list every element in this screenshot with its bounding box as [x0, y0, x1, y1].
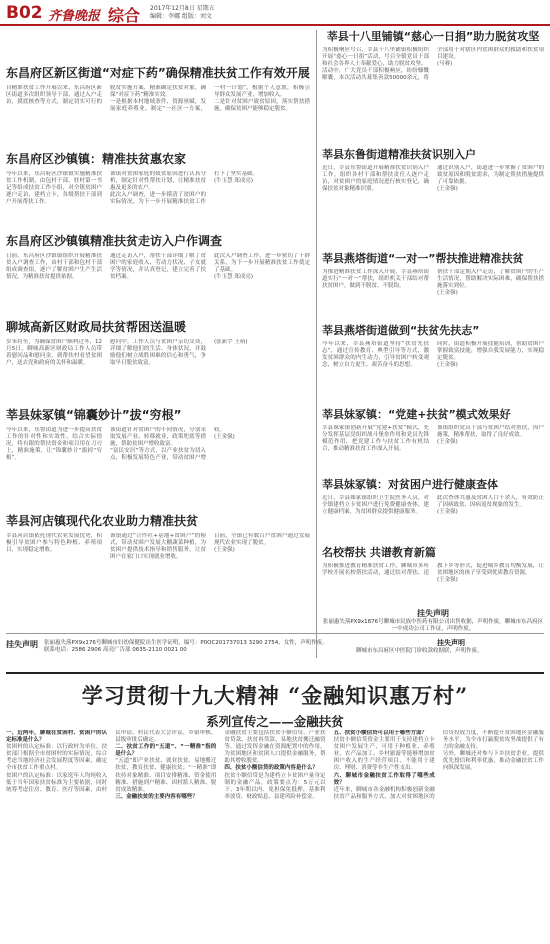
article-7: [322, 252, 544, 319]
special-body: 一、近两年，聊城在贫困村、贫困户的认定标准是什么？ 贫困村的认定标准：以行政村为单位，扶贫部门根据全市贫困村的实际情况，综合考虑当地经济社会发展程度等因素，确定全市扶贫工作重点村。 贫困户的认定标准：以家庭年人均纯收入低于当年国家扶贫标准为主要依据，同时统筹考虑住房、教育、医疗等因素，由村民申请、村民代表大会评议、乡镇审核、县级审批后确定。 二、扶贫工作的“五道”、“一精准”指的是什么？ “五道”即产业扶贫、就业扶贫、易地搬迁扶贫、教育扶贫、健康扶贫；“一精准”即扶持对象精准、项目安排精准、资金使用精准、措施到户精准、因村派人精准、脱贫成效精准。 三、金融扶贫的主要内容有哪些？ 金融扶贫主要包括扶贫小额信贷、产业扶贫贷款、扶贫再贷款、易地扶贫搬迁融资等，通过发挥金融在资源配置中的作用，为贫困地区和贫困人口提供金融服务，帮助其增收脱贫。 四、扶贫小额信贷的政策内容是什么？ 扶贫小额信贷是为建档立卡贫困户量身定制的金融产品，政策要点为：5万元以下、3年期以内、免担保免抵押、基准利率放贷、财政贴息、县建风险补偿金。 五、扶贫小额信贷可以用于哪些方面？ 扶贫小额信贷资金主要用于支持建档立卡贫困户发展生产，可用于种植业、养殖业、农产品加工、乡村旅游等能够增加贫困户收入的生产经营项目，不能用于建房、理财、消费等非生产性支出。 六、聊城市金融扶贫工作取得了哪些成效？ 近年来，聊城市各金融机构积极创新金融扶贫产品和服务方式，加大对贫困地区的信贷投放力度，不断提升贫困地区金融服务水平，为全市打赢脱贫攻坚战提供了有力的金融支持。 另外，聊城还对参与下乡扶贫企业，提供优先授信和利率优惠，推动金融扶贫工作向纵深发展。: [6, 730, 544, 800]
article-4-headline: 聊城高新区财政局扶贫帮困送温暖: [6, 320, 187, 334]
column-divider: [316, 30, 317, 658]
article-9-body: 莘县妹冢镇创新开展“党建+扶贫”模式，充分发挥基层党组织战斗堡垒作用和党员先锋模范作用，把党建工作与扶贫工作有机结合，推动精准扶贫工作深入开展。 该镇组织党员干部与贫困户结对帮扶，因户施策，精准帮扶，取得了良好成效。 (王金强): [322, 425, 544, 453]
article-2: [6, 152, 310, 225]
special-feature: [6, 680, 544, 730]
article-3: [6, 234, 310, 315]
article-1-headline: 东昌府区新区街道“对症下药”确保精准扶贫工作有效开展: [6, 66, 310, 80]
lost-notice-title: 挂失声明: [417, 609, 449, 618]
special-title: 学习贯彻十九大精神 “金融知识惠万村”: [81, 683, 469, 708]
article-7-body: 为推进精准扶贫工作深入开展，莘县燕塔街道实行“一对一”帮扶，组织机关干部结对帮扶贫困户，做到不脱贫、不脱钩。 帮扶干部定期入户走访，了解贫困户的生产生活情况，帮助解决实际困难，确保帮扶措施落实到位。 (王金强): [322, 269, 544, 297]
notice-strip: [6, 638, 544, 668]
lost-notice: [322, 608, 544, 633]
article-10: [322, 478, 544, 543]
article-8: [322, 324, 544, 397]
article-11: [6, 408, 310, 507]
article-4: [6, 320, 310, 403]
article-9-headline: 莘县妹冢镇：“党建+扶贫”模式效果好: [322, 408, 511, 421]
divider-top-notice: [6, 633, 544, 634]
article-6: [322, 148, 544, 237]
article-4-body: 岁末将至，为确保贫困户顺利过冬，12月5日，聊城高新区财政局工作人员带着慰问品和慰问金，到帮扶村看望贫困户，送去党和政府的关怀和温暖。 慰问中，工作人员与贫困户亲切交谈，详细了解他们的生活、身体状况，并鼓励他们树立战胜困难的信心和勇气，争取早日脱贫致富。 (张新宇 王萌): [6, 339, 248, 367]
article-8-headline: 莘县燕塔街道做到“扶贫先扶志”: [322, 324, 480, 337]
article-1: [6, 66, 310, 139]
article-10-body: 近日，莘县妹冢镇组织卫生院医务人员，对全镇建档立卡贫困户进行免费健康查体，建立健康档案，为贫困群众提供健康服务。 此次查体共惠及贫困人口千余人，有效防止了因病致贫、因病返贫现象的发生。 (王金强): [322, 495, 544, 516]
special-subtitle: 系列宣传之——金融扶贫: [206, 714, 344, 729]
notice-strip-label: 挂失声明: [6, 640, 38, 649]
article-12: [6, 514, 310, 623]
article-3-headline: 东昌府区沙镇镇精准扶贫走访入户作调查: [6, 234, 223, 248]
notice-strip-right-title: 挂失声明: [437, 639, 465, 647]
article-11-headline: 莘县妹冢镇“锦囊妙计”拔“穷根”: [6, 408, 182, 422]
article-5: [322, 30, 544, 125]
divider-special: [6, 672, 544, 674]
article-13-body: 为积极推进教育精准扶贫工作，聊城市多所学校开展名校帮扶活动，通过结对帮扶、送教下乡等形式，促进城乡教育均衡发展，让贫困地区的孩子享受到优质教育资源。 (王金强): [322, 563, 544, 584]
notice-strip-text: 张丽惠失落PX9x176号聊城市妇幼保健院出生医学证明，编号：P0OC201737013 3290 2754，女性，声明作废。 联系电话：2586 2906 高亮广告部 0635-2110 0021 00: [44, 640, 328, 653]
article-11-body: 今年以来，东鲁街道为进一步提高扶贫工作的针对性和实效性，结合实际情况，将有限的帮扶资金和项目用在刀刃上，精准施策，让“锦囊妙计”拔掉“穷根”。 该街道针对贫困户的不同情况，分别采取发展产业、转移就业、政策兜底等措施，帮助贫困户增收致富。 “富民安居”等方式，以产业扶贫为切入点，积极发展特色产业，带动贫困户增收。 (王金强): [6, 427, 235, 462]
article-13-headline: 名校帮扶 共谱教育新篇: [322, 546, 436, 559]
lost-notice-text: 张丽惠失落PX9x1876号聊城市民族中医药有限公司出售收据，声明作废。聊城市东昌府区一中成功公司工作证，声明作废。: [322, 619, 544, 632]
article-1-body: 自精准扶贫工作开展以来，东昌府区新区街道多次组织领导干部，通过入户走访，摸底核查等方式，制定切实可行的脱贫实施方案，精准确定扶贫对象，确保“对症下药”精准实效。 一是根据本村地域条件、资源禀赋，发展家庭养殖业、制定“一社区一方案，一村一计划”，根据个人意愿，积极引导群众发展产业，增加收入。 二是针对贫困户致贫原因，落实帮扶措施，确保贫困户能够稳定脱贫。: [6, 85, 310, 113]
article-2-body: 今年以来，东昌府区沙镇镇实施精准扶贫工作机制，由包村干部、驻村第一书记等组成扶贫工作小组，对全镇贫困户逐户走访，建档立卡，各级帮扶干部到户开展帮扶工作。 该镇对贫困家庭的致贫原因进行认真分析，制定针对性帮扶计划，让精准扶贫惠及更多的农户。 此次入户调查，进一步摸清了贫困户的实际情况，为下一步开展精准扶贫工作打下了坚实基础。 (牛玉慧 郑成亮): [6, 171, 259, 206]
page-number: B02: [6, 3, 43, 23]
article-10-headline: 莘县妹冢镇：对贫困户进行健康查体: [322, 478, 498, 491]
date-line: 2017年12月8日 星期五 编辑：李娜 组版：刘文: [150, 5, 215, 20]
article-9: [322, 408, 544, 475]
article-12-headline: 莘县河店镇现代化农业助力精准扶贫: [6, 514, 199, 528]
article-3-body: 日前，东昌府区沙镇镇组织开展精准扶贫入户调查工作，由村干部和包村干部组成调查组，逐户了解贫困户生产生活情况，为精准扶贫提供依据。 通过走访入户，帮扶干部详细了解了贫困户的家庭收入、劳动力状况、子女就学等情况，并认真登记，建立完善了扶贫档案。 此次入户调查工作，进一步密切了干群关系，为下一步开展精准扶贫工作奠定了基础。 (牛玉慧 郑成亮): [6, 253, 310, 281]
article-5-headline: 莘县十八里铺镇“慈心一日捐”助力脱贫攻坚: [326, 30, 540, 43]
page-header: [0, 0, 550, 26]
article-13: [322, 546, 544, 611]
article-12-body: 莘县河店镇依托现代农业发展优势，积极引导贫困户参与特色种植、养殖项目，实现稳定增收。 该镇通过“合作社+基地+贫困户”的模式，带动贫困户发展大棚蔬菜种植，为贫困户提供技术指导和销售服务，让贫困户在家门口实现就业增收。 目前，全镇已有数百户贫困户通过发展现代农业实现了脱贫。 (王金强): [6, 533, 310, 561]
article-7-headline: 莘县燕塔街道“一对一”帮扶推进精准扶贫: [322, 252, 524, 265]
article-5-body: 为积极响应号召，莘县十八里铺镇积极组织开展“慈心一日捐”活动，号召全镇党员干部和社会各界人士奉献爱心，助力脱贫攻坚。 活动中，广大党员干部积极响应，纷纷慷慨解囊，本次活动共募集善款50000余元，将全部用于对辖区内贫困群众的救助和扶贫项目建设。 (马赛): [322, 47, 544, 82]
article-6-headline: 莘县东鲁街道精准扶贫识别入户: [322, 148, 476, 161]
newspaper-logo: 齐鲁晚报: [48, 9, 101, 24]
section-title: 综合: [108, 6, 141, 25]
notice-strip-right-text: 聊城市东昌府区中医院门诊收款收据联，声明作废。: [356, 648, 483, 654]
article-2-headline: 东昌府区沙镇镇：精准扶贫惠农家: [6, 152, 187, 166]
article-6-body: 近日，莘县东鲁街道开展精准扶贫识别入户工作，组织各村干部和帮扶责任人逐户走访，对贫困户的家庭情况进行核实登记，确保扶贫对象精准识别。 通过识别入户，街道进一步掌握了贫困户的致贫原因和脱贫需求，为制定帮扶措施提供了可靠依据。 (王金强): [322, 165, 544, 193]
article-8-body: 今年以来，莘县燕塔街道坚持“扶贫先扶志”，通过宣传教育、典型引导等方式，激发贫困群众的内生动力，引导贫困户转变观念，树立自力更生、艰苦奋斗的思想。 同时，街道积极开展技能培训，帮助贫困户掌握致富技能，增强自我发展能力，实现稳定脱贫。 (王金强): [322, 341, 544, 369]
